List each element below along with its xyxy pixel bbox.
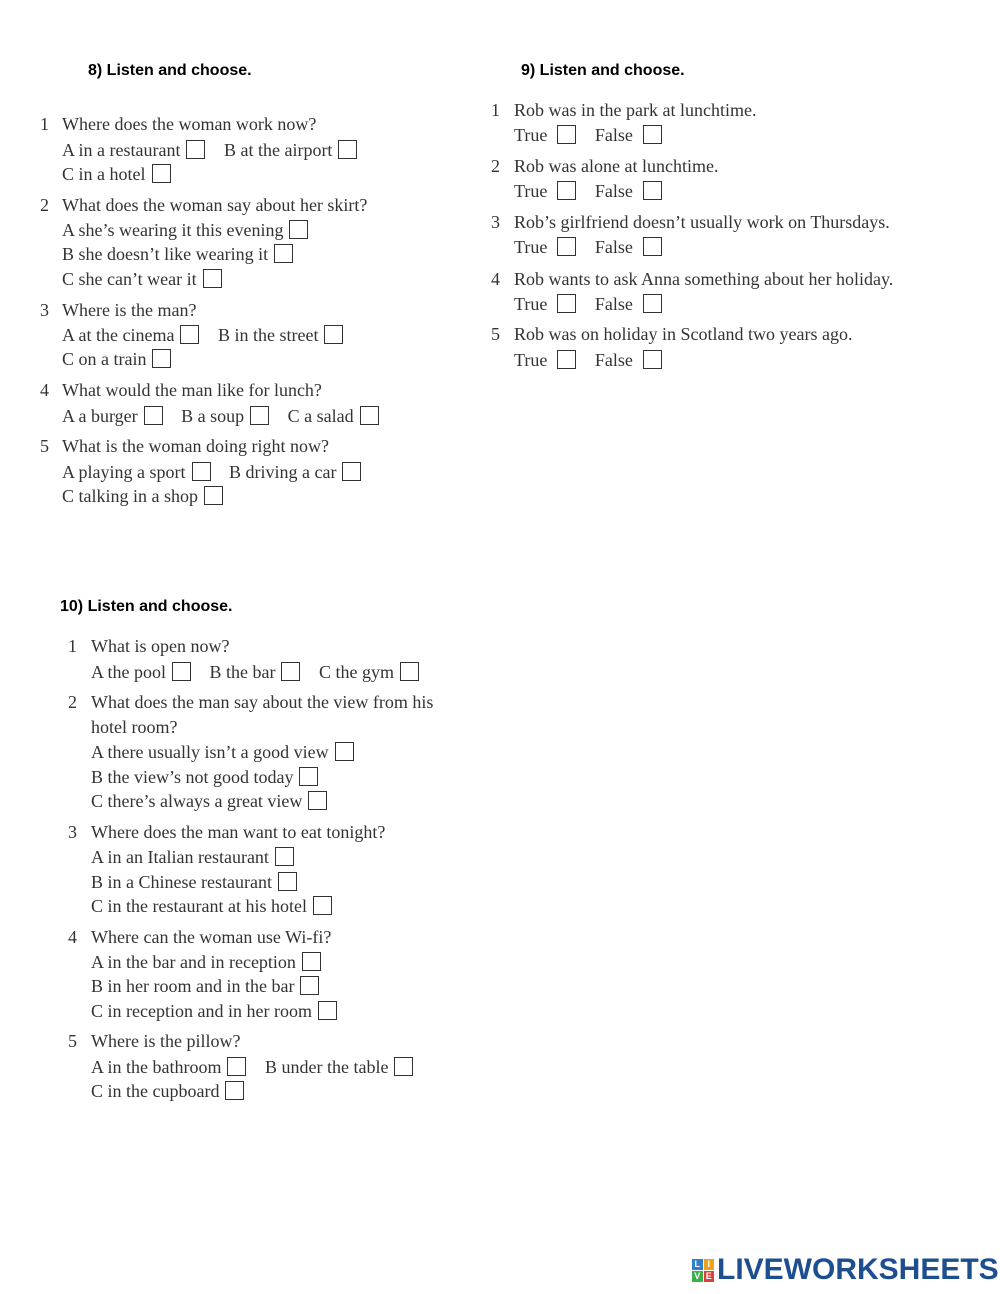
statement-number: 2 [491, 156, 500, 176]
true-label: True [514, 294, 548, 314]
s8-q5-row2 [62, 485, 223, 507]
s9-item-1-answers [514, 124, 662, 146]
statement-number: 4 [491, 269, 500, 289]
option-c: C on a train [62, 349, 147, 369]
s10-q2 [68, 691, 433, 713]
s9-item-2 [491, 155, 718, 177]
statement-number: 5 [491, 324, 500, 344]
s8-q1-row2 [62, 163, 171, 185]
answer-checkbox[interactable] [204, 486, 223, 505]
s8-q3-row1 [62, 324, 343, 346]
section-9-heading: 9) Listen and choose. [521, 62, 685, 79]
question-text: Where does the woman work now? [62, 114, 317, 134]
option-b: B in her room and in the bar [91, 976, 295, 996]
logo-tile: L [692, 1259, 703, 1270]
answer-checkbox[interactable] [172, 662, 191, 681]
option-b: B a soup [181, 406, 245, 426]
s9-item-5 [491, 323, 852, 345]
answer-checkbox[interactable] [400, 662, 419, 681]
answer-checkbox[interactable] [335, 742, 354, 761]
s9-item-2-answers [514, 180, 662, 202]
false-label: False [594, 125, 633, 145]
s9-item-4 [491, 268, 893, 290]
s8-q3 [40, 299, 196, 321]
true-checkbox[interactable] [557, 181, 576, 200]
section-10-heading: 10) Listen and choose. [60, 598, 233, 615]
s10-q1-row1 [91, 661, 419, 683]
question-number: 4 [40, 380, 49, 400]
s10-q2-c [91, 790, 327, 812]
logo-tile: V [692, 1271, 703, 1282]
s8-q2 [40, 194, 367, 216]
option-b: B she doesn’t like wearing it [62, 244, 269, 264]
question-text: What would the man like for lunch? [62, 380, 322, 400]
question-text: Where is the man? [62, 300, 197, 320]
question-number: 5 [68, 1031, 77, 1051]
answer-checkbox[interactable] [289, 220, 308, 239]
s10-q4-a [91, 951, 321, 973]
s8-q5 [40, 435, 329, 457]
false-checkbox[interactable] [643, 125, 662, 144]
s9-item-3-answers [514, 236, 662, 258]
option-b: B driving a car [229, 462, 337, 482]
s10-q2-b [91, 766, 318, 788]
option-b: B the bar [209, 662, 276, 682]
false-checkbox[interactable] [643, 181, 662, 200]
s10-q1 [68, 635, 229, 657]
false-label: False [594, 181, 633, 201]
question-number: 5 [40, 436, 49, 456]
question-text: What does the man say about the view from his [91, 692, 434, 712]
s10-q4 [68, 926, 331, 948]
answer-checkbox[interactable] [180, 325, 199, 344]
answer-checkbox[interactable] [360, 406, 379, 425]
true-checkbox[interactable] [557, 237, 576, 256]
answer-checkbox[interactable] [203, 269, 222, 288]
question-text: What does the woman say about her skirt? [62, 195, 368, 215]
option-c: C in reception and in her room [91, 1001, 312, 1021]
statement-number: 1 [491, 100, 500, 120]
answer-checkbox[interactable] [250, 406, 269, 425]
answer-checkbox[interactable] [192, 462, 211, 481]
option-a: A in a restaurant [62, 140, 181, 160]
answer-checkbox[interactable] [318, 1001, 337, 1020]
option-c: C the gym [318, 662, 394, 682]
option-b: B in the street [217, 325, 319, 345]
question-text: Where can the woman use Wi-fi? [91, 927, 332, 947]
answer-checkbox[interactable] [342, 462, 361, 481]
option-c: C in a hotel [62, 164, 146, 184]
statement-text: Rob was on holiday in Scotland two years ago. [514, 324, 853, 344]
question-number: 2 [40, 195, 49, 215]
false-checkbox[interactable] [643, 294, 662, 313]
section-8-heading: 8) Listen and choose. [88, 62, 252, 79]
liveworksheets-logo [692, 1254, 999, 1286]
s9-item-4-answers [514, 293, 662, 315]
option-c: C in the cupboard [91, 1081, 220, 1101]
option-a: A she’s wearing it this evening [62, 220, 284, 240]
answer-checkbox[interactable] [275, 847, 294, 866]
false-label: False [594, 294, 633, 314]
s10-q2-cont: hotel room? [91, 717, 178, 737]
option-b: B the view’s not good today [91, 767, 294, 787]
option-b: B at the airport [223, 140, 333, 160]
false-label: False [594, 237, 633, 257]
s10-q3 [68, 821, 385, 843]
answer-checkbox[interactable] [144, 406, 163, 425]
s10-q3-a [91, 846, 294, 868]
answer-checkbox[interactable] [225, 1081, 244, 1100]
false-label: False [594, 350, 633, 370]
s10-q5 [68, 1030, 240, 1052]
option-a: A a burger [62, 406, 138, 426]
s10-q4-c [91, 1000, 337, 1022]
s8-q2-a [62, 219, 308, 241]
true-label: True [514, 350, 548, 370]
s8-q1 [40, 113, 316, 135]
answer-checkbox[interactable] [186, 140, 205, 159]
question-text: Where is the pillow? [91, 1031, 241, 1051]
s10-q3-b [91, 871, 297, 893]
option-c: C she can’t wear it [62, 269, 197, 289]
option-a: A playing a sport [62, 462, 186, 482]
answer-checkbox[interactable] [300, 976, 319, 995]
logo-text: LIVEWORKSHEETS [717, 1253, 999, 1286]
question-number: 1 [68, 636, 77, 656]
true-label: True [514, 237, 548, 257]
option-a: A in an Italian restaurant [91, 847, 269, 867]
true-label: True [514, 181, 548, 201]
option-a: A in the bathroom [91, 1057, 222, 1077]
answer-checkbox[interactable] [152, 349, 171, 368]
s8-q1-row1 [62, 139, 357, 161]
statement-number: 3 [491, 212, 500, 232]
true-checkbox[interactable] [557, 294, 576, 313]
answer-checkbox[interactable] [278, 872, 297, 891]
true-checkbox[interactable] [557, 350, 576, 369]
answer-checkbox[interactable] [308, 791, 327, 810]
s8-q3-row2 [62, 348, 171, 370]
false-checkbox[interactable] [643, 350, 662, 369]
answer-checkbox[interactable] [152, 164, 171, 183]
answer-checkbox[interactable] [299, 767, 318, 786]
question-number: 4 [68, 927, 77, 947]
statement-text: Rob wants to ask Anna something about her holiday. [514, 269, 894, 289]
option-a: A in the bar and in reception [91, 952, 296, 972]
s10-q2-a [91, 741, 354, 763]
question-number: 2 [68, 692, 77, 712]
s8-q5-row1 [62, 461, 361, 483]
s8-q4 [40, 379, 322, 401]
false-checkbox[interactable] [643, 237, 662, 256]
question-number: 3 [68, 822, 77, 842]
answer-checkbox[interactable] [227, 1057, 246, 1076]
option-a: A at the cinema [62, 325, 175, 345]
s10-q5-row1 [91, 1056, 413, 1078]
logo-tile: I [704, 1259, 715, 1270]
question-text: What is the woman doing right now? [62, 436, 329, 456]
question-text: What is open now? [91, 636, 230, 656]
option-c: C there’s always a great view [91, 791, 303, 811]
option-c: C talking in a shop [62, 486, 198, 506]
s9-item-1 [491, 99, 756, 121]
s9-item-3 [491, 211, 890, 233]
answer-checkbox[interactable] [338, 140, 357, 159]
question-text: Where does the man want to eat tonight? [91, 822, 386, 842]
answer-checkbox[interactable] [302, 952, 321, 971]
statement-text: Rob’s girlfriend doesn’t usually work on Thursdays. [514, 212, 890, 232]
true-checkbox[interactable] [557, 125, 576, 144]
answer-checkbox[interactable] [281, 662, 300, 681]
option-c: C a salad [287, 406, 354, 426]
question-number: 3 [40, 300, 49, 320]
option-a: A there usually isn’t a good view [91, 742, 329, 762]
question-number: 1 [40, 114, 49, 134]
option-c: C in the restaurant at his hotel [91, 896, 307, 916]
option-a: A the pool [91, 662, 166, 682]
answer-checkbox[interactable] [313, 896, 332, 915]
s10-q5-row2 [91, 1080, 244, 1102]
s10-q3-c [91, 895, 332, 917]
answer-checkbox[interactable] [394, 1057, 413, 1076]
option-b: B in a Chinese restaurant [91, 872, 272, 892]
s8-q2-b [62, 243, 293, 265]
statement-text: Rob was alone at lunchtime. [514, 156, 719, 176]
logo-tile: E [704, 1271, 715, 1282]
statement-text: Rob was in the park at lunchtime. [514, 100, 757, 120]
s10-q4-b [91, 975, 319, 997]
true-label: True [514, 125, 548, 145]
s8-q4-row1 [62, 405, 379, 427]
answer-checkbox[interactable] [324, 325, 343, 344]
s8-q2-c [62, 268, 222, 290]
s9-item-5-answers [514, 349, 662, 371]
logo-icon [692, 1259, 714, 1281]
answer-checkbox[interactable] [274, 244, 293, 263]
option-b: B under the table [264, 1057, 389, 1077]
